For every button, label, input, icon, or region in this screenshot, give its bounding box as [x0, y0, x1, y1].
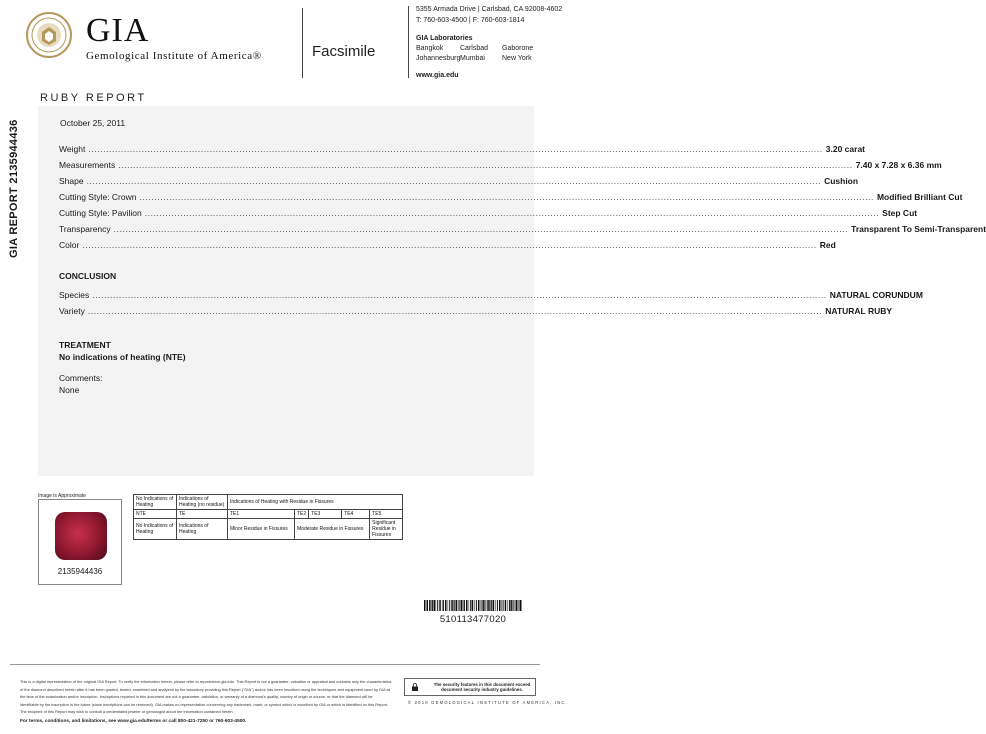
barcode-bar — [453, 600, 454, 611]
field-value: 3.20 carat — [825, 144, 866, 154]
lab-city: Gaborone — [502, 45, 534, 52]
barcode-bar — [429, 600, 431, 611]
barcode-bar — [466, 600, 468, 611]
table-cell: TE — [177, 510, 228, 519]
barcode-bar — [458, 600, 459, 611]
barcode-bar — [445, 600, 447, 611]
barcode-bar — [516, 600, 518, 611]
treatment-value: No indications of heating (NTE) — [59, 352, 186, 362]
gem-number: 2135944436 — [57, 567, 103, 576]
dot-leader — [118, 160, 852, 171]
barcode-bar — [449, 600, 450, 611]
barcode-bar — [461, 600, 463, 611]
gia-institute-name: Gemological Institute of America® — [86, 50, 262, 62]
field-value: NATURAL RUBY — [825, 306, 893, 316]
barcode-bar — [513, 600, 514, 611]
barcode-bar — [518, 600, 519, 611]
table-cell: Indications of Heating with Residue in Fissures — [228, 495, 403, 510]
field-value: Transparent To Semi-Transparent — [851, 224, 986, 234]
gia-seal-icon — [26, 12, 72, 58]
barcode-bar — [454, 600, 455, 611]
comments-label: Comments: — [59, 373, 103, 383]
barcode-bar — [427, 600, 428, 611]
table-cell: Minor Residue in Fissures — [228, 519, 295, 540]
header-divider — [302, 8, 303, 78]
lab-city: Carlsbad — [460, 45, 489, 52]
field-label: Cutting Style: Crown — [59, 192, 137, 202]
barcode-bar — [497, 600, 498, 611]
field-value: Modified Brilliant Cut — [876, 192, 963, 202]
treatment-title: TREATMENT — [59, 340, 111, 350]
dot-leader — [114, 224, 848, 235]
field-label: Variety — [59, 306, 85, 316]
copyright: © 2010 GEMOLOGICAL INSTITUTE OF AMERICA, INC. — [408, 700, 569, 705]
barcode-bar — [459, 600, 460, 611]
barcode-bar — [487, 600, 488, 611]
field-label: Measurements — [59, 160, 116, 170]
barcode-bar — [451, 600, 453, 611]
report-title: RUBY REPORT — [40, 92, 147, 104]
field-row-pavilion — [59, 208, 918, 219]
field-row-measurements — [59, 160, 942, 171]
field-label: Transparency — [59, 224, 111, 234]
dot-leader — [139, 192, 873, 203]
barcode-bar — [470, 600, 471, 611]
comments-value: None — [59, 385, 80, 395]
barcode-bar — [493, 600, 495, 611]
field-row-transparency — [59, 224, 986, 235]
dot-leader — [82, 240, 816, 251]
field-label: Species — [59, 290, 90, 300]
field-label: Shape — [59, 176, 84, 186]
field-label: Weight — [59, 144, 86, 154]
footer-divider — [10, 664, 540, 665]
barcode-bar — [488, 600, 490, 611]
facsimile-label: Facsimile — [312, 43, 376, 60]
field-label: Color — [59, 240, 80, 250]
field-row-shape — [59, 176, 859, 187]
barcode-bar — [481, 600, 482, 611]
field-row-species — [59, 290, 923, 301]
lab-city: Johannesburg — [416, 55, 461, 62]
barcode-bar — [491, 600, 492, 611]
table-cell: Moderate Residue in Fissures — [295, 519, 370, 540]
dot-leader — [88, 306, 822, 317]
barcode-bar — [520, 600, 522, 611]
terms-line: For terms, conditions, and limitations, see www.gia.edu/terms or call 800-421-7250 or 760-603-4500. — [20, 719, 247, 724]
gem-image-box — [38, 499, 122, 585]
barcode-bar — [474, 600, 475, 611]
lab-city: New York — [502, 55, 532, 62]
dot-leader — [92, 290, 826, 301]
fine-print: This is a digital representation of the original GIA Report. To verify the information herein, please refer to reportcheck.gia.edu. This Report is not a guarantee, valuation or appraisal and contains only the characteristics of the diamond described herein after it has been graded, tested, examined and analyzed by the laboratory providing this Report ("GIA") and/or has been inscribed using the techniques and equipment used by GIA at the time of the examination and/or inscription. Inscriptions reported in this document are not a guarantee, validation, or warranty of a diamond's quality, country of origin or source, or that the diamond will be identifiable by the inscription in the future (since inscriptions can be removed). GIA makes no representation concerning any trademark, mark, or symbol which is inscribed by GIA or which is identified on this Report. The recipient of this Report may wish to consult a credentialed jeweler or gemologist about the information contained herein. — [20, 679, 392, 714]
table-cell: TE5 — [370, 510, 403, 519]
dot-leader — [87, 176, 821, 187]
dot-leader — [145, 208, 879, 219]
barcode-bar — [507, 600, 508, 611]
address-line: 5355 Armada Drive | Carlsbad, CA 92008-4602 — [416, 6, 563, 13]
barcode-bar — [439, 600, 441, 611]
barcode-bar — [448, 600, 449, 611]
table-cell: No Indications of Heating — [134, 495, 177, 510]
barcode-bar — [436, 600, 437, 611]
field-row-variety — [59, 306, 893, 317]
barcode-bar — [443, 600, 444, 611]
barcode-bar — [437, 600, 438, 611]
field-value: Red — [819, 240, 836, 250]
table-cell: Indications of Heating — [177, 519, 228, 540]
barcode-bar — [431, 600, 432, 611]
barcode-bar — [495, 600, 496, 611]
table-cell: No Indications of Heating — [134, 519, 177, 540]
barcode-bar — [482, 600, 483, 611]
table-cell: NTE — [134, 510, 177, 519]
barcode-bar — [509, 600, 510, 611]
table-cell: TE1 — [228, 510, 295, 519]
field-row-crown — [59, 192, 963, 203]
barcode-bar — [510, 600, 512, 611]
conclusion-title: CONCLUSION — [59, 271, 117, 281]
barcode-bar — [512, 600, 513, 611]
barcode-bar — [434, 600, 436, 611]
barcode-bar — [463, 600, 464, 611]
side-report-number: GIA REPORT 2135944436 — [8, 119, 20, 258]
table-cell: TE2 — [295, 510, 309, 519]
header-divider — [408, 6, 409, 78]
lock-icon — [411, 683, 419, 691]
field-value: Cushion — [824, 176, 859, 186]
barcode-bar — [478, 600, 480, 611]
table-cell: TE3 — [309, 510, 342, 519]
barcode — [424, 600, 522, 611]
barcode-bar — [483, 600, 485, 611]
lab-city: Mumbai — [460, 55, 485, 62]
table-cell: Indications of Heating (no residue) — [177, 495, 228, 510]
barcode-number: 510113477020 — [439, 614, 507, 625]
barcode-bar — [424, 600, 426, 611]
barcode-bar — [476, 600, 477, 611]
gia-brand: GIA — [86, 12, 150, 49]
barcode-bar — [505, 600, 507, 611]
website-link[interactable]: www.gia.edu — [416, 72, 459, 79]
security-text: The security features in this document exceed document security industry guidelines. — [433, 681, 531, 692]
report-date: October 25, 2011 — [60, 118, 126, 128]
image-approx-label: Image is Approximate — [38, 493, 87, 499]
barcode-bar — [464, 600, 465, 611]
table-cell: TE4 — [342, 510, 370, 519]
barcode-bar — [501, 600, 502, 611]
barcode-bar — [519, 600, 520, 611]
treatment-table — [133, 494, 403, 540]
barcode-bar — [485, 600, 486, 611]
field-value: 7.40 x 7.28 x 6.36 mm — [855, 160, 942, 170]
lab-city: Bangkok — [416, 45, 444, 52]
barcode-bar — [456, 600, 458, 611]
ruby-image — [55, 512, 107, 560]
barcode-bar — [472, 600, 474, 611]
security-notice — [404, 678, 536, 696]
phone-line: T: 760-603-4500 | F: 760-603-1814 — [416, 17, 525, 24]
barcode-bar — [432, 600, 433, 611]
barcode-bar — [442, 600, 443, 611]
field-value: NATURAL CORUNDUM — [829, 290, 923, 300]
barcode-bar — [499, 600, 501, 611]
table-cell: Significant Residue in Fissures — [370, 519, 403, 540]
barcode-bar — [490, 600, 491, 611]
labs-title: GIA Laboratories — [416, 35, 473, 42]
barcode-bar — [426, 600, 427, 611]
barcode-bar — [503, 600, 504, 611]
field-row-weight — [59, 144, 866, 155]
dot-leader — [88, 144, 822, 155]
field-value: Step Cut — [882, 208, 918, 218]
barcode-bar — [469, 600, 470, 611]
field-row-color — [59, 240, 836, 251]
field-label: Cutting Style: Pavilion — [59, 208, 142, 218]
